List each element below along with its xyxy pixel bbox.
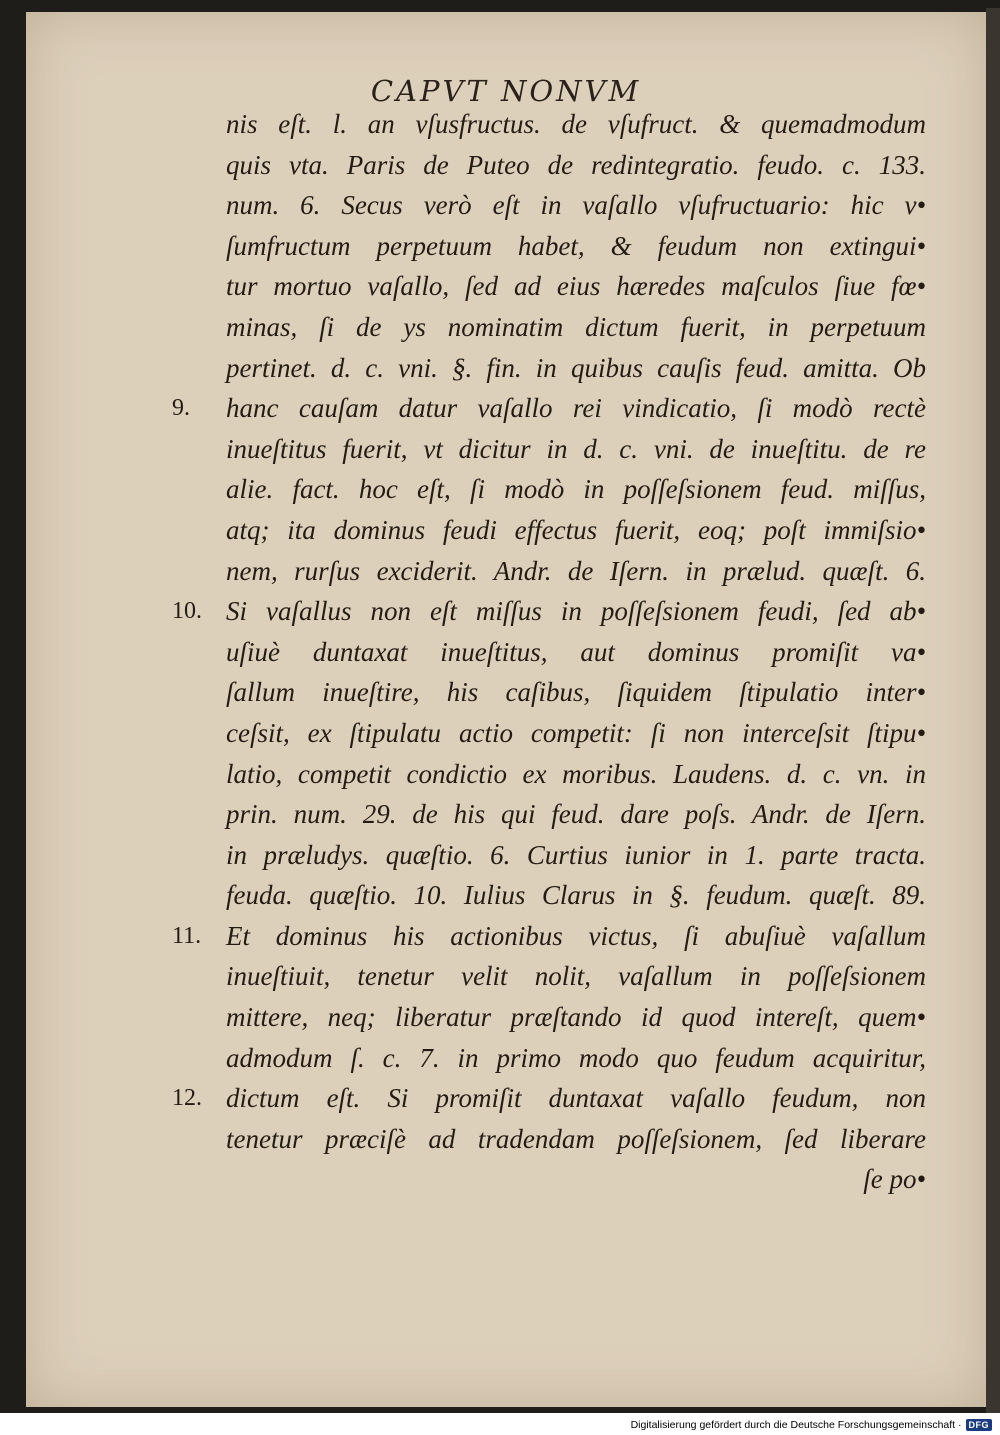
body-text <box>172 104 926 1200</box>
text-line <box>172 591 926 632</box>
line-text: Si vaſallus non eſt miſſus in poſſeſsionem feudi, ſed ab• <box>226 596 926 627</box>
line-text: minas, ſi de ys nominatim dictum fuerit, in perpetuum <box>226 311 926 342</box>
text-line <box>226 429 926 470</box>
line-text: ſallum inueſtire, his caſibus, ſiquidem ſtipulatio inter• <box>226 677 926 708</box>
line-text: quis vta. Paris de Puteo de redintegratio. feudo. c. 133. <box>226 149 926 180</box>
text-line <box>226 145 926 186</box>
text-line <box>226 348 926 389</box>
catchword: ſe po• <box>863 1164 926 1195</box>
catchword-line <box>226 1159 926 1200</box>
running-head: CAPVT NONVM <box>370 74 642 108</box>
text-line <box>226 307 926 348</box>
text-line <box>226 794 926 835</box>
line-text: in præludys. quæſtio. 6. Curtius iunior in 1. parte tracta. <box>226 839 926 870</box>
text-line <box>226 266 926 307</box>
line-text: latio, competit condictio ex moribus. Laudens. d. c. vn. in <box>226 758 926 789</box>
text-line <box>226 835 926 876</box>
line-text: nis eſt. l. an vſusfructus. de vſufruct. & quemadmodum <box>226 109 926 139</box>
footer <box>631 1416 992 1434</box>
line-text: nem, rurſus exciderit. Andr. de Iſern. in prælud. quæſt. 6. <box>226 555 926 586</box>
text-line <box>226 510 926 551</box>
text-line <box>226 226 926 267</box>
line-text: tur mortuo vaſallo, ſed ad eius hæredes maſculos ſiue fœ• <box>226 271 926 302</box>
line-text: uſiuè duntaxat inueſtitus, aut dominus promiſit va• <box>226 636 926 667</box>
text-line <box>226 104 926 145</box>
text-line <box>226 469 926 510</box>
marginal-number: 12. <box>172 1085 202 1112</box>
page-edge <box>986 8 1000 1413</box>
line-text: admodum ſ. c. 7. in primo modo quo feudum acquiritur, <box>226 1042 926 1073</box>
line-text: ceſsit, ex ſtipulatu actio competit: ſi non interceſsit ſtipu• <box>226 717 926 748</box>
line-text: atq; ita dominus feudi effectus fuerit, eoq; poſt immiſsio• <box>226 514 926 545</box>
text-line <box>226 754 926 795</box>
line-text: num. 6. Secus verò eſt in vaſallo vſufructuario: hic v• <box>226 190 926 221</box>
text-line <box>172 1078 926 1119</box>
line-text: pertinet. d. c. vni. §. fin. in quibus cauſis feud. amitta. Ob <box>226 352 926 383</box>
line-text: tenetur præciſè ad tradendam poſſeſsionem, ſed liberare <box>226 1123 926 1154</box>
marginal-number: 10. <box>172 598 202 625</box>
line-text: inueſtiuit, tenetur velit nolit, vaſallum in poſſeſsionem <box>226 961 926 992</box>
line-text: inueſtitus fuerit, vt dicitur in d. c. vni. de inueſtitu. de re <box>226 433 926 464</box>
line-text: alie. fact. hoc eſt, ſi modò in poſſeſsionem feud. miſſus, <box>226 474 926 505</box>
line-text: Et dominus his actionibus victus, ſi abuſiuè vaſallum <box>226 920 926 951</box>
dfg-logo: DFG <box>966 1419 993 1431</box>
text-line <box>226 185 926 226</box>
text-line <box>226 672 926 713</box>
text-line <box>226 875 926 916</box>
text-line <box>226 956 926 997</box>
text-line <box>226 632 926 673</box>
text-line <box>226 997 926 1038</box>
line-text: prin. num. 29. de his qui feud. dare poſs. Andr. de Iſern. <box>226 799 926 830</box>
text-line <box>226 1119 926 1160</box>
text-line <box>226 713 926 754</box>
text-line <box>226 1038 926 1079</box>
marginal-number: 11. <box>172 922 202 949</box>
line-text: hanc cauſam datur vaſallo rei vindicatio, ſi modò rectè <box>226 393 926 424</box>
marginal-number: 9. <box>172 395 190 422</box>
footer-credit: Digitalisierung gefördert durch die Deutsche Forschungsgemeinschaft · <box>630 1419 962 1431</box>
text-line <box>226 551 926 592</box>
line-text: dictum eſt. Si promiſit duntaxat vaſallo feudum, non <box>226 1083 926 1114</box>
text-line <box>172 916 926 957</box>
line-text: feuda. quæſtio. 10. Iulius Clarus in §. feudum. quæſt. 89. <box>226 880 926 911</box>
line-text: ſumfructum perpetuum habet, & feudum non extingui• <box>226 230 926 261</box>
text-line <box>172 388 926 429</box>
line-text: mittere, neq; liberatur præſtando id quod intereſt, quem• <box>226 1002 926 1033</box>
